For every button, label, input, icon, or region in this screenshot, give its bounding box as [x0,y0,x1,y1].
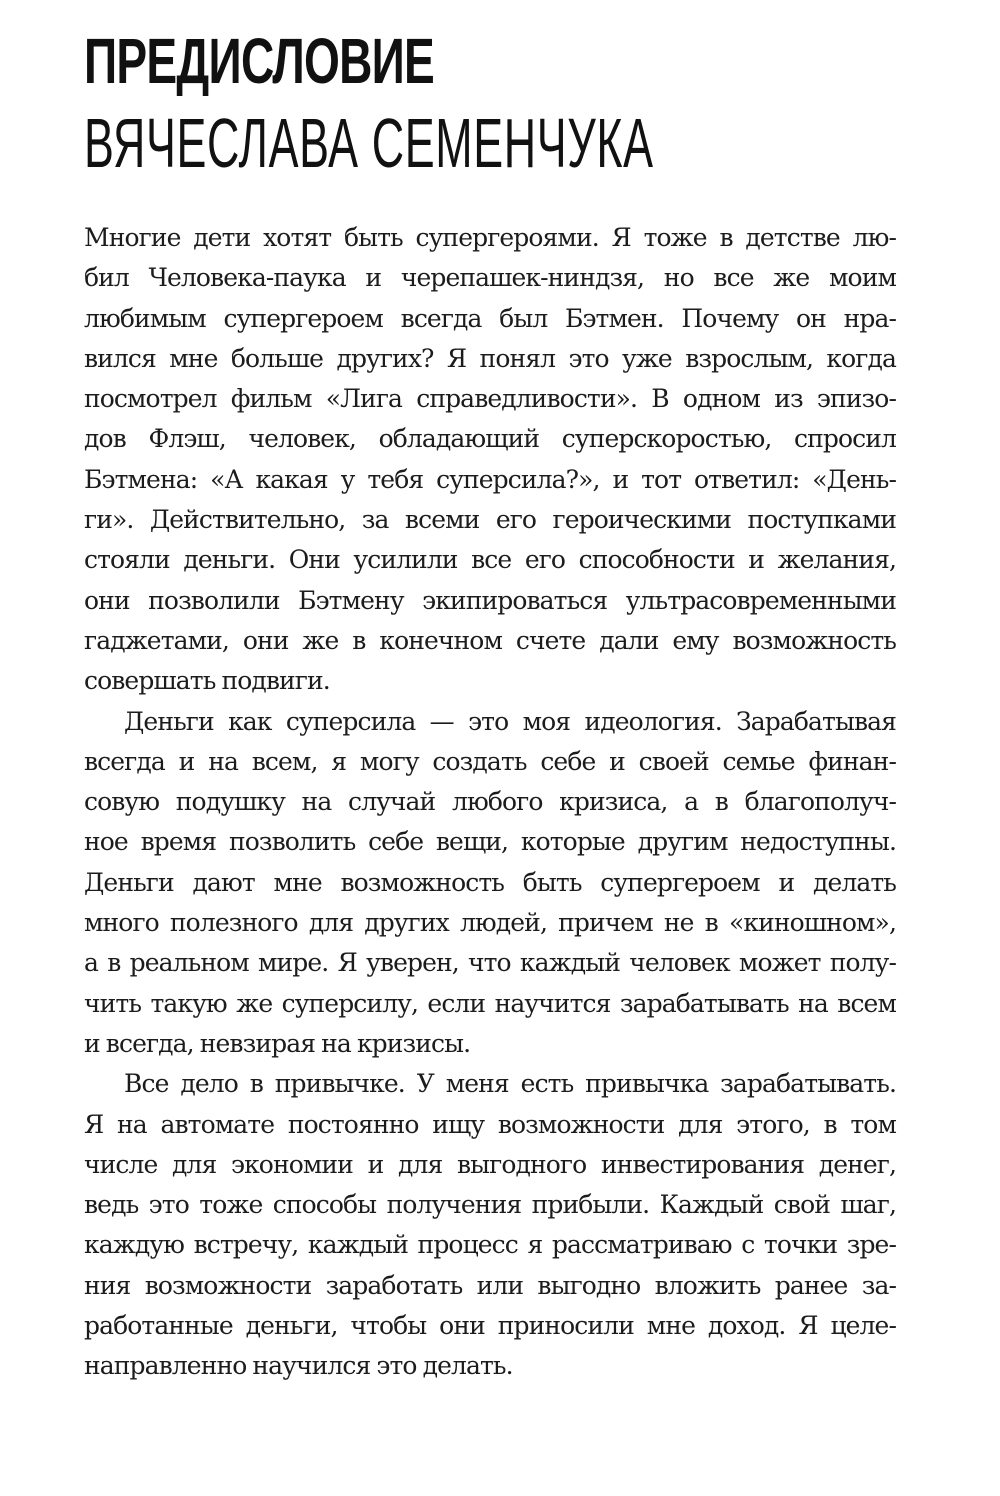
text-line: Я на автомате постоянно ищу возможности для этого, в том [84,1109,896,1139]
text-line: гаджетами, они же в конечном счете дали ему возможность [84,625,896,655]
text-line: ведь это тоже способы получения прибыли. Каждый свой шаг, [84,1190,896,1220]
paragraph-2 [84,702,896,1065]
text-line: направленно научился это делать. [84,1351,513,1381]
text-line: Многие дети хотят быть супергероями. Я тоже в детстве лю- [84,223,896,252]
text-line: Деньги как суперсила — это моя идеология. Зарабатывая [124,706,896,736]
text-line: чить такую же суперсилу, если научится зарабатывать на всем [84,988,896,1018]
text-line: совершать подвиги. [84,666,330,696]
chapter-subtitle: ВЯЧЕСЛАВА СЕМЕНЧУКА [84,104,654,182]
text-line: стояли деньги. Они усилили все его способности и желания, [84,545,896,575]
text-line: Бэтмена: «А какая у тебя суперсила?», и тот ответил: «День- [84,464,896,494]
paragraph-3 [84,1064,896,1386]
text-line: ния возможности заработать или выгодно вложить ранее за- [84,1270,896,1300]
text-line: бил Человека-паука и черепашек-ниндзя, но все же моим [84,263,896,293]
text-line: посмотрел фильм «Лига справедливости». В одном из эпизо- [84,384,896,414]
text-line: всегда и на всем, я могу создать себе и своей семье финан- [84,746,896,776]
text-line: вился мне больше других? Я понял это уже взрослым, когда [84,343,896,373]
text-line: Деньги дают мне возможность быть супергероем и делать [84,867,896,897]
text-line: дов Флэш, человек, обладающий суперскоростью, спросил [84,424,896,454]
text-line: каждую встречу, каждый процесс я рассматриваю с точки зре- [84,1230,896,1260]
text-line: они позволили Бэтмену экипироваться ультрасовременными [84,585,896,615]
text-line: работанные деньги, чтобы они приносили мне доход. Я целе- [84,1311,896,1341]
text-line: Все дело в привычке. У меня есть привычка зарабатывать. [124,1069,896,1099]
paragraph-1 [84,218,896,702]
body-text [84,218,896,1387]
text-line: ное время позволить себе вещи, которые другим недоступны. [84,827,896,857]
text-line: а в реальном мире. Я уверен, что каждый человек может полу- [84,948,896,978]
text-line: любимым супергероем всегда был Бэтмен. Почему он нра- [84,303,896,333]
text-line: и всегда, невзирая на кризисы. [84,1028,471,1058]
chapter-title: ПРЕДИСЛОВИЕ [84,25,435,97]
text-line: много полезного для других людей, причем не в «киношном», [84,908,896,938]
text-line: совую подушку на случай любого кризиса, а в благополуч- [84,787,896,817]
text-line: числе для экономии и для выгодного инвестирования денег, [84,1149,896,1179]
text-line: ги». Действительно, за всеми его героическими поступками [84,505,896,535]
